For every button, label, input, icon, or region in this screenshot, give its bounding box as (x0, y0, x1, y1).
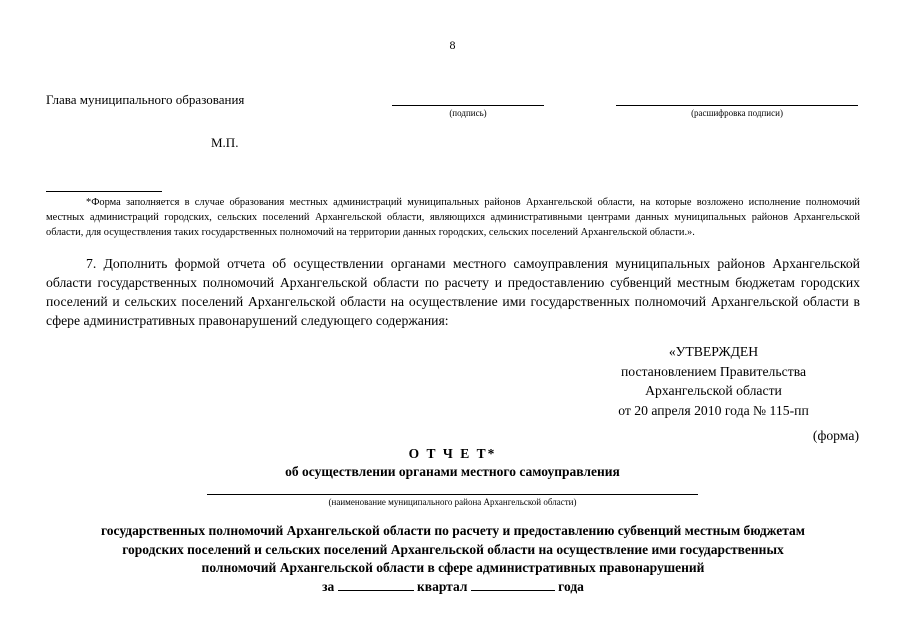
signature-line (392, 94, 544, 106)
decrypt-line (616, 94, 858, 106)
form-label: (форма) (812, 428, 859, 443)
signature-caption: (подпись) (449, 108, 487, 118)
signature-block (46, 92, 861, 124)
footnote-rule (46, 191, 162, 192)
period-za: за (322, 578, 335, 594)
head-title: Глава муниципального образования (46, 92, 245, 107)
decrypt-caption: (расшифровка подписи) (691, 108, 783, 118)
page-number: 8 (449, 38, 456, 52)
seal-label: М.П. (211, 135, 239, 150)
district-name-caption: (наименование муниципального района Архангельской области) (328, 497, 577, 507)
signature-field (392, 94, 544, 118)
report-body-line-2: городских поселений и сельских поселений Архангельской области на осуществление ими государственных (122, 541, 784, 557)
period-goda: года (558, 578, 584, 594)
paragraph-7: 7. Дополнить формой отчета об осуществлении органами местного самоуправления муниципальных районов Архангельской области государственных полномочий Архангельской области по расчету и предоставлению субвенций местным бюджетам городских поселений и сельских поселений Архангельской области на осуществление ими государственных полномочий Архангельской области в сфере административных правонарушений следующего содержания: (46, 256, 860, 328)
approval-line-2: постановлением Правительства (620, 363, 807, 379)
approval-line-4: от 20 апреля 2010 года № 115-пп (618, 402, 809, 418)
report-title: О Т Ч Е Т* (408, 446, 497, 461)
year-blank (471, 578, 555, 591)
approval-line-1: «УТВЕРЖДЕН (668, 344, 759, 359)
report-body-line-3: полномочий Архангельской области в сфере административных правонарушений (201, 560, 705, 575)
approval-line-3: Архангельской области (645, 383, 782, 398)
footnote-text: *Форма заполняется в случае образования местных администраций муниципальных районов Архангельской области, на которые возложено исполнение полномочий местных администраций городских, сельских поселений Архангельской области, являющихся административными центрами данных муниципальных районов Архангельской области, для осуществления таких государственных полномочий на территории данных городских, сельских поселений Архангельской области.». (46, 197, 860, 238)
district-name-line (207, 481, 698, 495)
decrypt-field (616, 94, 858, 118)
period-kvartal: квартал (417, 578, 468, 594)
report-body-line-1: государственных полномочий Архангельской области по расчету и предоставлению субвенций местным бюджетам (100, 523, 805, 538)
report-body (40, 522, 866, 596)
quarter-blank (338, 578, 414, 591)
report-subtitle: об осуществлении органами местного самоуправления (285, 464, 620, 479)
report-period (40, 578, 866, 597)
approval-stamp (600, 342, 827, 420)
